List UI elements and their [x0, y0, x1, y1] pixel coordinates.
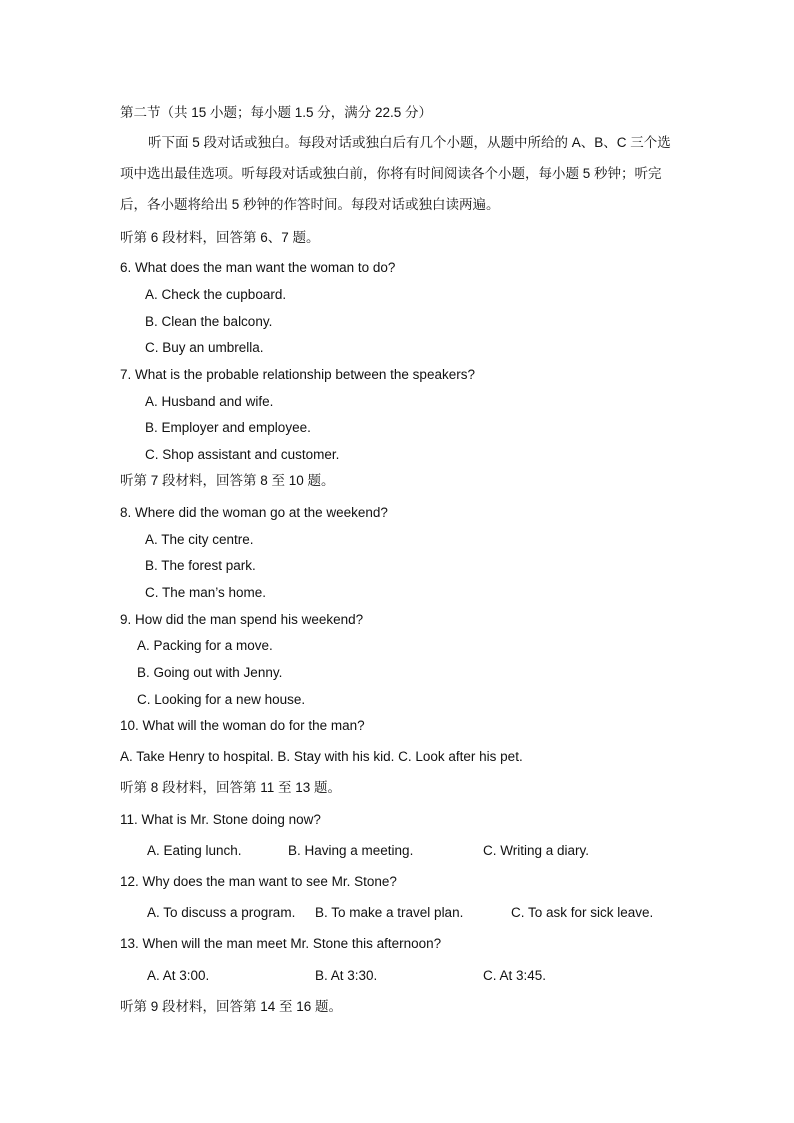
instructions-text: 听下面 5 段对话或独白。每段对话或独白后有几个小题，从题中所给的 A、B、C 三个选项中选出最佳选项。听每段对话或独白前，你将有时间阅读各个小题，每小题 5 秒钟；听完后，各小题将给出 5 秒钟的作答时间。每段对话或独白读两遍。	[120, 135, 671, 212]
question-6-option-a: A. Check the cupboard.	[145, 287, 287, 302]
question-9-option-a: A. Packing for a move.	[137, 638, 273, 653]
question-12-option-b: B. To make a travel plan.	[315, 905, 464, 920]
question-8-option-b: B. The forest park.	[145, 558, 256, 573]
group-8-heading: 听第 8 段材料，回答第 11 至 13 题。	[120, 780, 342, 795]
question-13-option-b: B. At 3:30.	[315, 968, 378, 983]
question-9-option-b: B. Going out with Jenny.	[137, 665, 283, 680]
question-6-option-b: B. Clean the balcony.	[145, 314, 273, 329]
question-7-option-b: B. Employer and employee.	[145, 420, 311, 435]
question-13-stem: 13. When will the man meet Mr. Stone this afternoon?	[120, 936, 442, 951]
question-7-stem: 7. What is the probable relationship between the speakers?	[120, 367, 475, 382]
question-12-stem: 12. Why does the man want to see Mr. Stone?	[120, 874, 397, 889]
question-6-option-c: C. Buy an umbrella.	[145, 340, 264, 355]
question-11-option-b: B. Having a meeting.	[288, 843, 414, 858]
question-12-option-a: A. To discuss a program.	[147, 905, 296, 920]
question-8-option-c: C. The man’s home.	[145, 585, 267, 600]
question-11-option-a: A. Eating lunch.	[147, 843, 242, 858]
question-8-stem: 8. Where did the woman go at the weekend?	[120, 505, 388, 520]
question-6-stem: 6. What does the man want the woman to do?	[120, 260, 396, 275]
group-6-heading: 听第 6 段材料，回答第 6、7 题。	[120, 230, 320, 245]
section-instructions	[120, 127, 680, 220]
question-12-option-c: C. To ask for sick leave.	[511, 905, 654, 920]
group-7-heading: 听第 7 段材料，回答第 8 至 10 题。	[120, 473, 335, 488]
question-7-option-a: A. Husband and wife.	[145, 394, 274, 409]
question-11-stem: 11. What is Mr. Stone doing now?	[120, 812, 321, 827]
question-8-option-a: A. The city centre.	[145, 532, 254, 547]
question-11-option-c: C. Writing a diary.	[483, 843, 590, 858]
question-7-option-c: C. Shop assistant and customer.	[145, 447, 340, 462]
question-10-options: A. Take Henry to hospital. B. Stay with his kid. C. Look after his pet.	[120, 749, 523, 764]
question-9-stem: 9. How did the man spend his weekend?	[120, 612, 364, 627]
question-13-option-a: A. At 3:00.	[147, 968, 210, 983]
question-9-option-c: C. Looking for a new house.	[137, 692, 306, 707]
question-10-stem: 10. What will the woman do for the man?	[120, 718, 365, 733]
question-13-option-c: C. At 3:45.	[483, 968, 547, 983]
section-header: 第二节（共 15 小题；每小题 1.5 分，满分 22.5 分）	[120, 105, 433, 120]
group-9-heading: 听第 9 段材料，回答第 14 至 16 题。	[120, 999, 343, 1014]
